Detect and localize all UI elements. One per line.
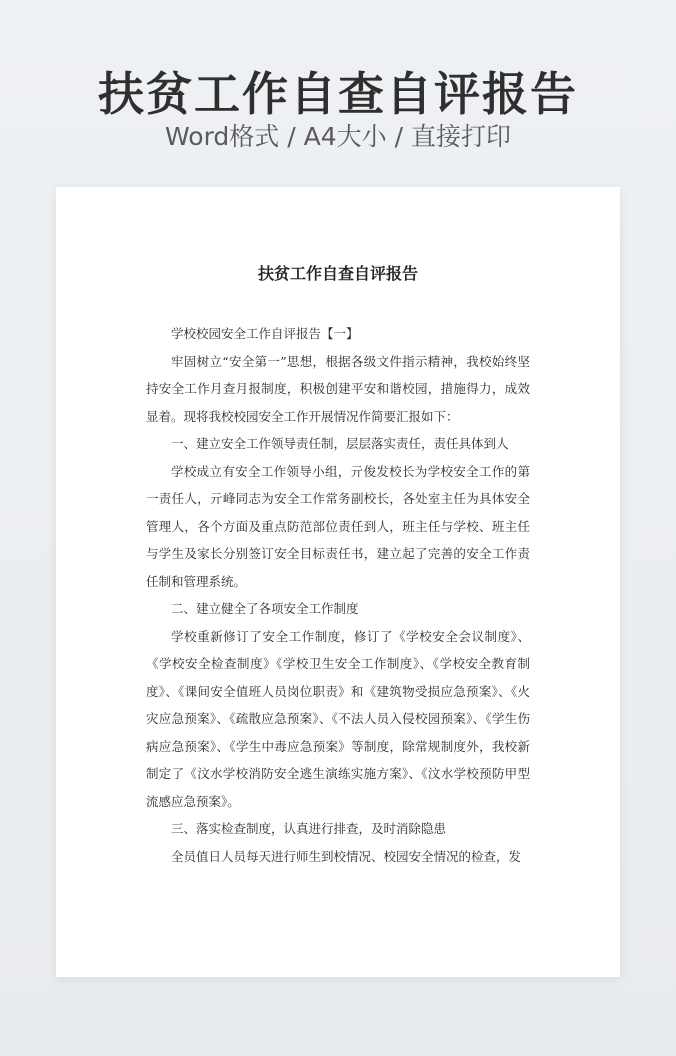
paragraph-heading-1: 一、建立安全工作领导责任制，层层落实责任，责任具体到人 xyxy=(171,436,509,451)
paragraph-rules: 学校重新修订了安全工作制度，修订了《学校安全会议制度》、《学校安全检查制度》《学校卫生安全工作制度》、《学校安全教育制度》、《课间安全值班人员岗位职责》和《建筑物受损应急预案》、《火灾应急预案》、《疏散应急预案》、《不法人员入侵校园预案》、《学生伤病应急预案》、《学生中毒应急预案》等制度，除常规制度外，我校新制定了《汶水学校消防安全逃生演练实施方案》、《汶水学校预防甲型流感应急预案》。 xyxy=(146,628,530,809)
paragraph-section-heading: 学校校园安全工作自评报告【一】 xyxy=(171,326,359,341)
paragraph-intro: 牢固树立“安全第一”思想，根据各级文件指示精神，我校始终坚持安全工作月查月报制度，积极创建平安和谐校园，措施得力，成效显着。现将我校校园安全工作开展情况作简要汇报如下： xyxy=(146,353,530,424)
header-title: 扶贫工作自查自评报告 xyxy=(98,67,578,121)
paragraph-inspection: 全员值日人员每天进行师生到校情况、校园安全情况的检查，发 xyxy=(171,848,522,864)
header-subtitle: Word格式 / A4大小 / 直接打印 xyxy=(165,122,511,151)
paragraph-leadership: 学校成立有安全工作领导小组，亓俊发校长为学校安全工作的第一责任人，亓峰同志为安全工作常务副校长，各处室主任为具体安全管理人，各个方面及重点防范部位责任到人，班主任与学校、班主任与学生及家长分别签订安全目标责任书，建立起了完善的安全工作责任制和管理系统。 xyxy=(146,463,530,589)
paragraph-heading-3: 三、落实检查制度，认真进行排查，及时消除隐患 xyxy=(171,821,447,836)
paragraph-heading-2: 二、建立健全了各项安全工作制度 xyxy=(171,601,359,616)
document-body xyxy=(146,320,530,870)
document-title: 扶贫工作自查自评报告 xyxy=(257,264,418,283)
